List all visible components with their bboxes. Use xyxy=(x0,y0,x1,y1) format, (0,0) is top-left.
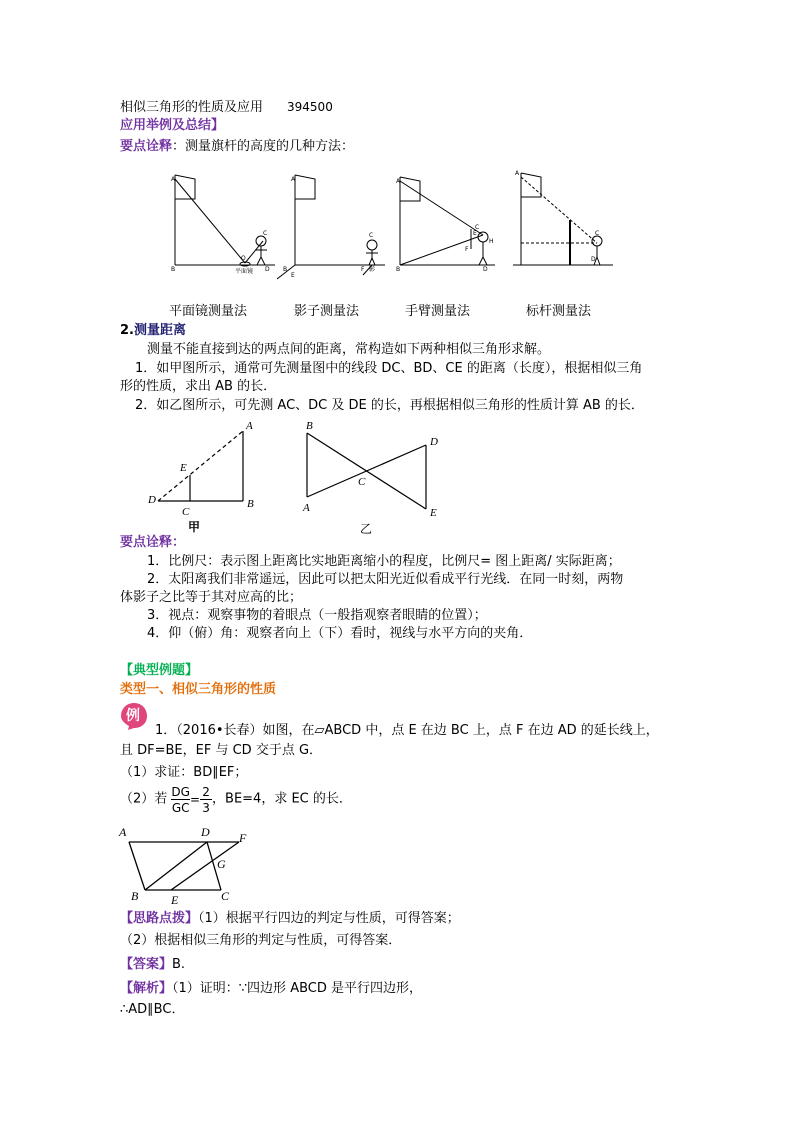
section-heading: 应用举例及总结】 xyxy=(120,118,225,133)
hint-label: 【思路点拨】 xyxy=(120,911,199,926)
title-text: 相似三角形的性质及应用 xyxy=(120,100,264,115)
fraction-value xyxy=(200,784,212,815)
q2-prefix: （2）若 xyxy=(120,791,168,807)
key-points-text: ：测量旗杆的高度的几种方法： xyxy=(172,139,355,154)
label-b2: B xyxy=(283,266,288,273)
label-b3: B xyxy=(396,266,401,273)
section2-heading xyxy=(120,322,186,340)
question1-line1: 1．（2016•长春）如图，在▱ABCD 中，点 E 在边 BC 上，点 F 在边 AD 的延长线上， xyxy=(155,723,659,738)
label-c2: C xyxy=(369,232,374,239)
type1-heading: 类型一、相似三角形的性质 xyxy=(120,682,277,697)
method-mirror: 平面镜测量法 xyxy=(169,304,248,319)
method-shadow: 影子测量法 xyxy=(294,304,360,319)
label-pg-c: C xyxy=(221,889,230,903)
method-arm: 手臂测量法 xyxy=(405,304,471,319)
key-points2-line xyxy=(120,534,185,552)
section2-para2a: 1．如甲图所示，通常可先测量图中的线段 DC、BD、CE 的距离（长度），根据相似三角 xyxy=(135,361,643,376)
label-pg-g: G xyxy=(217,857,226,871)
label-yi-b: B xyxy=(306,420,313,432)
key-point-2b: 体影子之比等于其对应高的比； xyxy=(120,590,303,605)
label-jia-d: D xyxy=(148,494,156,506)
frac-val-den: 3 xyxy=(202,801,210,815)
key-points-label: 要点诠释 xyxy=(120,139,173,154)
mirror-method-figure xyxy=(175,175,275,266)
label-f2: F xyxy=(361,266,365,273)
section2-title: 测量距离 xyxy=(133,323,186,338)
label-yi-e: E xyxy=(430,507,437,519)
frac-val-num: 2 xyxy=(200,786,212,800)
section2-para3: 2．如乙图所示，可先测 AC、DC 及 DE 的长，再根据相似三角形的性质计算 AB 的长． xyxy=(135,398,644,413)
hint-line1 xyxy=(120,910,460,928)
label-yi-c: C xyxy=(358,476,366,488)
page-title xyxy=(120,98,333,117)
label-jia-b: B xyxy=(247,498,254,510)
label-c1: C xyxy=(263,230,268,237)
frac-den: GC xyxy=(171,801,190,815)
mirror-tag: 平面镜 xyxy=(235,268,254,275)
label-e2: E xyxy=(291,272,295,279)
key-point-4: 4．仰（俯）角：观察者向上（下）看时，视线与水平方向的夹角． xyxy=(147,626,533,641)
flagpole-figures xyxy=(165,165,625,280)
label-yi-a: A xyxy=(303,502,310,514)
hint-line2: （2）根据相似三角形的判定与性质，可得答案． xyxy=(120,933,402,948)
label-h3: H xyxy=(489,238,494,245)
shadow-tag: 影 xyxy=(369,266,376,273)
example-badge-text: 例 xyxy=(126,708,140,724)
question1-line2: 且 DF=BE，EF 与 CD 交于点 G． xyxy=(120,743,323,758)
label-c4: C xyxy=(595,230,600,237)
distance-figures xyxy=(140,415,460,540)
label-o1: O xyxy=(241,255,246,262)
key-point-3: 3．视点：观察事物的着眼点（一般指观察者眼睛的位置）； xyxy=(147,608,487,623)
analysis-line1 xyxy=(120,980,422,998)
answer-label: 【答案】 xyxy=(120,957,173,972)
analysis-label: 【解析】 xyxy=(120,981,173,996)
analysis-line2: ∴AD∥BC． xyxy=(120,1002,185,1017)
frac-num: DG xyxy=(171,785,190,799)
pole-method-figure xyxy=(513,173,613,265)
shadow-method-figure xyxy=(277,175,385,279)
caption-yi: 乙 xyxy=(360,522,373,536)
label-a1: A xyxy=(171,176,176,183)
label-b1: B xyxy=(171,266,176,273)
title-code: 394500 xyxy=(287,100,333,114)
label-pg-d: D xyxy=(201,825,210,839)
key-points2-label: 要点诠释 xyxy=(120,535,173,550)
label-yi-d: D xyxy=(430,436,438,448)
question1-part2 xyxy=(120,784,352,818)
example-badge xyxy=(120,701,148,729)
label-jia-c: C xyxy=(182,506,190,518)
parallelogram-figure xyxy=(115,822,265,910)
section2-number: 2. xyxy=(120,323,134,338)
label-a3: A xyxy=(396,178,401,185)
label-pg-e: E xyxy=(171,893,179,907)
section2-para1: 测量不能直接到达的两点间的距离，常构造如下两种相似三角形求解。 xyxy=(147,342,551,357)
section2-para2b: 形的性质，求出 AB 的长． xyxy=(120,379,277,394)
hint-text1: （1）根据平行四边的判定与性质，可得答案； xyxy=(198,911,460,926)
method-pole: 标杆测量法 xyxy=(526,304,592,319)
label-jia-a: A xyxy=(246,420,253,432)
arm-method-figure xyxy=(400,177,495,265)
label-a4: A xyxy=(515,170,520,177)
question1-part1: （1）求证：BD∥EF； xyxy=(120,765,248,780)
answer-text: B. xyxy=(172,957,186,972)
answer-line xyxy=(120,956,185,974)
label-f3: F xyxy=(465,246,469,253)
label-pg-f: F xyxy=(239,831,247,845)
label-d3: D xyxy=(483,266,488,273)
key-point-2: 2．太阳离我们非常遥远，因此可以把太阳光近似看成平行光线．在同一时刻，两物 xyxy=(147,572,624,587)
caption-jia: 甲 xyxy=(188,520,201,534)
label-pg-b: B xyxy=(131,889,139,903)
key-point-1: 1．比例尺：表示图上距离比实地距离缩小的程度，比例尺= 图上距离/ 实际距离； xyxy=(147,554,621,569)
key-points-line xyxy=(120,138,354,156)
label-a2: A xyxy=(291,176,296,183)
analysis-text1: （1）证明：∵四边形 ABCD 是平行四边形， xyxy=(172,981,422,996)
figure-yi xyxy=(307,433,426,509)
label-jia-e: E xyxy=(180,462,187,474)
key-points2-colon: ： xyxy=(172,535,186,550)
label-pg-a: A xyxy=(119,825,127,839)
fraction-dg-gc xyxy=(171,784,190,815)
label-d1: D xyxy=(265,266,270,273)
label-c3: C xyxy=(475,224,480,231)
label-e3: E xyxy=(473,230,477,237)
examples-heading: 【典型例题】 xyxy=(120,663,199,678)
q2-suffix: ，BE=4，求 EC 的长． xyxy=(212,791,352,807)
label-d4: D xyxy=(591,256,596,263)
frac-eq: = xyxy=(189,792,201,807)
figure-jia xyxy=(158,431,243,501)
